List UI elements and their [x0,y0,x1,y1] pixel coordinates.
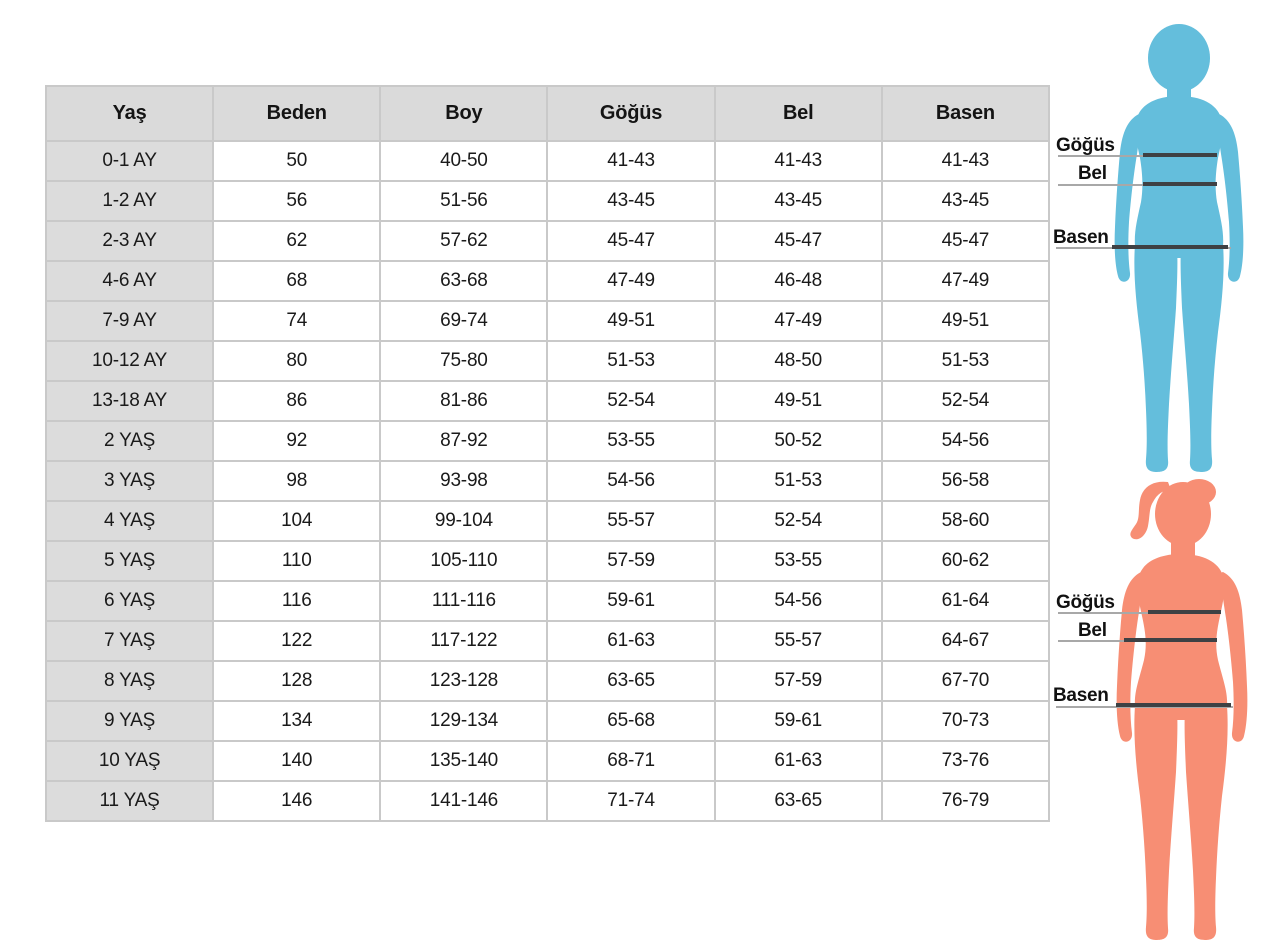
table-cell: 74 [213,301,380,341]
table-cell: 60-62 [882,541,1049,581]
table-cell: 117-122 [380,621,547,661]
boy-waist-label: Bel [1078,163,1107,184]
table-cell: 45-47 [882,221,1049,261]
table-cell: 55-57 [715,621,882,661]
table-cell: 40-50 [380,141,547,181]
table-cell: 69-74 [380,301,547,341]
table-cell: 51-56 [380,181,547,221]
girl-waist-measure-bar [1124,638,1217,642]
table-cell: 122 [213,621,380,661]
table-cell: 135-140 [380,741,547,781]
boy-silhouette-figure [1105,22,1253,480]
size-table-header [46,86,1049,141]
table-row [46,181,1049,221]
table-cell: 52-54 [715,501,882,541]
table-cell: 104 [213,501,380,541]
row-label: 7-9 AY [46,301,213,341]
row-label: 7 YAŞ [46,621,213,661]
table-cell: 49-51 [547,301,714,341]
table-cell: 71-74 [547,781,714,821]
row-label: 5 YAŞ [46,541,213,581]
table-cell: 59-61 [715,701,882,741]
table-cell: 58-60 [882,501,1049,541]
table-cell: 93-98 [380,461,547,501]
table-cell: 53-55 [547,421,714,461]
table-cell: 54-56 [882,421,1049,461]
girl-chest-label: Göğüs [1056,592,1115,613]
row-label: 2-3 AY [46,221,213,261]
table-cell: 67-70 [882,661,1049,701]
table-cell: 51-53 [882,341,1049,381]
table-cell: 73-76 [882,741,1049,781]
header-row [46,86,1049,141]
table-cell: 56-58 [882,461,1049,501]
column-header: Yaş [46,86,213,141]
table-row [46,221,1049,261]
table-cell: 75-80 [380,341,547,381]
table-cell: 128 [213,661,380,701]
row-label: 0-1 AY [46,141,213,181]
table-cell: 141-146 [380,781,547,821]
table-cell: 47-49 [547,261,714,301]
table-cell: 43-45 [715,181,882,221]
table-cell: 62 [213,221,380,261]
row-label: 10-12 AY [46,341,213,381]
table-row [46,301,1049,341]
table-cell: 68 [213,261,380,301]
row-label: 2 YAŞ [46,421,213,461]
table-row [46,581,1049,621]
table-cell: 43-45 [882,181,1049,221]
table-cell: 49-51 [882,301,1049,341]
table-cell: 47-49 [882,261,1049,301]
column-header: Boy [380,86,547,141]
table-cell: 52-54 [882,381,1049,421]
boy-waist-measure-bar [1143,182,1217,186]
column-header: Bel [715,86,882,141]
table-cell: 129-134 [380,701,547,741]
table-row [46,701,1049,741]
table-cell: 81-86 [380,381,547,421]
table-cell: 53-55 [715,541,882,581]
row-label: 1-2 AY [46,181,213,221]
table-cell: 98 [213,461,380,501]
table-row [46,261,1049,301]
girl-silhouette-figure [1102,476,1258,946]
table-cell: 55-57 [547,501,714,541]
table-cell: 57-59 [715,661,882,701]
table-cell: 76-79 [882,781,1049,821]
table-cell: 46-48 [715,261,882,301]
table-cell: 41-43 [715,141,882,181]
table-cell: 51-53 [715,461,882,501]
table-cell: 54-56 [547,461,714,501]
table-cell: 57-62 [380,221,547,261]
table-cell: 61-64 [882,581,1049,621]
table-cell: 56 [213,181,380,221]
table-cell: 57-59 [547,541,714,581]
table-cell: 87-92 [380,421,547,461]
table-cell: 41-43 [547,141,714,181]
table-cell: 140 [213,741,380,781]
table-row [46,461,1049,501]
table-cell: 41-43 [882,141,1049,181]
table-row [46,141,1049,181]
girl-waist-label: Bel [1078,620,1107,641]
table-cell: 48-50 [715,341,882,381]
table-cell: 64-67 [882,621,1049,661]
boy-hip-label: Basen [1053,227,1109,248]
girl-silhouette [1117,479,1248,940]
table-cell: 105-110 [380,541,547,581]
table-row [46,541,1049,581]
table-cell: 116 [213,581,380,621]
table-cell: 70-73 [882,701,1049,741]
table-cell: 134 [213,701,380,741]
table-row [46,741,1049,781]
table-row [46,421,1049,461]
table-row [46,341,1049,381]
table-row [46,381,1049,421]
girl-chest-measure-bar [1148,610,1221,614]
table-cell: 63-65 [715,781,882,821]
table-cell: 146 [213,781,380,821]
table-cell: 59-61 [547,581,714,621]
table-row [46,501,1049,541]
table-cell: 110 [213,541,380,581]
table-cell: 54-56 [715,581,882,621]
size-table-body [46,141,1049,821]
table-cell: 86 [213,381,380,421]
table-row [46,621,1049,661]
table-cell: 65-68 [547,701,714,741]
table-cell: 52-54 [547,381,714,421]
row-label: 4 YAŞ [46,501,213,541]
table-cell: 63-68 [380,261,547,301]
table-cell: 45-47 [547,221,714,261]
boy-hip-measure-bar [1112,245,1228,249]
table-cell: 63-65 [547,661,714,701]
row-label: 9 YAŞ [46,701,213,741]
column-header: Beden [213,86,380,141]
table-cell: 50 [213,141,380,181]
row-label: 4-6 AY [46,261,213,301]
boy-chest-measure-bar [1143,153,1217,157]
column-header: Göğüs [547,86,714,141]
table-cell: 123-128 [380,661,547,701]
row-label: 10 YAŞ [46,741,213,781]
table-cell: 99-104 [380,501,547,541]
row-label: 6 YAŞ [46,581,213,621]
table-cell: 111-116 [380,581,547,621]
size-table [45,85,1050,822]
table-cell: 43-45 [547,181,714,221]
girl-hip-measure-bar [1116,703,1231,707]
girl-hip-label: Basen [1053,685,1109,706]
table-row [46,661,1049,701]
table-cell: 47-49 [715,301,882,341]
boy-chest-label: Göğüs [1056,135,1115,156]
table-cell: 61-63 [547,621,714,661]
table-cell: 68-71 [547,741,714,781]
row-label: 8 YAŞ [46,661,213,701]
table-row [46,781,1049,821]
table-cell: 92 [213,421,380,461]
table-cell: 61-63 [715,741,882,781]
row-label: 11 YAŞ [46,781,213,821]
table-cell: 50-52 [715,421,882,461]
table-cell: 80 [213,341,380,381]
table-cell: 51-53 [547,341,714,381]
row-label: 13-18 AY [46,381,213,421]
table-cell: 45-47 [715,221,882,261]
table-cell: 49-51 [715,381,882,421]
column-header: Basen [882,86,1049,141]
row-label: 3 YAŞ [46,461,213,501]
